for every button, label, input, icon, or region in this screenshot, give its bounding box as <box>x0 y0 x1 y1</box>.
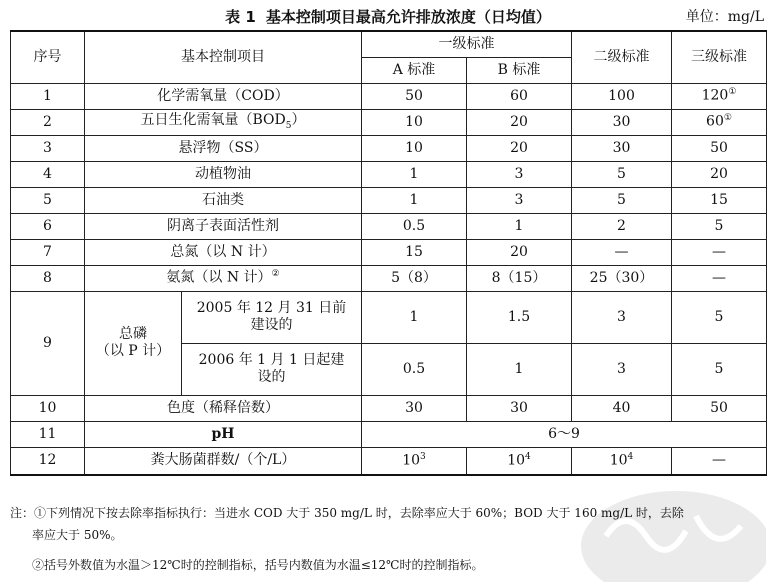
row-item <box>85 109 362 135</box>
emission-standards-table <box>10 30 767 476</box>
row-seq: 10 <box>11 395 85 421</box>
note-1: 注：①下列情况下按去除率指标执行：当进水 COD 大于 350 mg/L 时，去除率应大于 60%；BOD 大于 160 mg/L 时，去除 <box>10 506 684 520</box>
row-ph-range: 6～9 <box>362 421 767 447</box>
row-seq: 4 <box>11 161 85 187</box>
row-item: pH <box>85 421 362 447</box>
row-seq: 7 <box>11 239 85 265</box>
row-g3: 50 <box>672 135 767 161</box>
row-a: 15 <box>362 239 467 265</box>
footnote-marker: ② <box>271 269 280 280</box>
row-g2: 3 <box>572 343 672 395</box>
row-seq: 3 <box>11 135 85 161</box>
row-seq: 5 <box>11 187 85 213</box>
table-row <box>11 421 767 447</box>
row-b: 1.5 <box>467 291 572 343</box>
row-a: 1 <box>362 187 467 213</box>
row-g3: 50 <box>672 395 767 421</box>
row-g2: 2 <box>572 213 672 239</box>
table-title-text: 基本控制项目最高允许排放浓度（日均值） <box>265 8 551 26</box>
header-grade1: 一级标准 <box>362 31 572 57</box>
sub-line-2: 建设的 <box>250 317 293 333</box>
row-item-text: 氨氮（以 N 计） <box>166 269 272 286</box>
row-seq: 11 <box>11 421 85 447</box>
row-item-tail: ） <box>291 112 306 129</box>
table-row <box>11 109 767 135</box>
row-item: 悬浮物（SS） <box>85 135 362 161</box>
row-g3: — <box>672 265 767 291</box>
row-a <box>362 447 467 475</box>
row-g2: 3 <box>572 291 672 343</box>
row-g3: — <box>672 239 767 265</box>
table-row <box>11 447 767 475</box>
row-b: 20 <box>467 109 572 135</box>
row-item: 动植物油 <box>85 161 362 187</box>
table-row <box>11 239 767 265</box>
row-g2: 5 <box>572 187 672 213</box>
row-g2: — <box>572 239 672 265</box>
row-g2: 5 <box>572 161 672 187</box>
row-b: 30 <box>467 395 572 421</box>
row-item: 阴离子表面活性剂 <box>85 213 362 239</box>
row-item: 石油类 <box>85 187 362 213</box>
sub-line-1: 2005 年 12 月 31 日前 <box>196 300 347 317</box>
row-g2: 25（30） <box>572 265 672 291</box>
table-row-phosphorus-1 <box>11 291 767 343</box>
row-g3: 5 <box>672 291 767 343</box>
row-g3: 5 <box>672 343 767 395</box>
row-a-base: 10 <box>402 452 421 469</box>
row-item: 粪大肠菌群数/（个/L） <box>85 447 362 475</box>
sub-line-1: 2006 年 1 月 1 日起建 <box>198 352 345 369</box>
row-g3: — <box>672 447 767 475</box>
group-line-2: （以 P 计） <box>95 343 171 359</box>
header-grade1-a: A 标准 <box>362 57 467 83</box>
table-row <box>11 135 767 161</box>
row-item-subscript: 5 <box>285 121 292 131</box>
header-grade1-b: B 标准 <box>467 57 572 83</box>
row-b <box>467 447 572 475</box>
row-a: 10 <box>362 109 467 135</box>
row-b: 1 <box>467 343 572 395</box>
footnote-marker: ① <box>723 113 732 124</box>
row-g3: 15 <box>672 187 767 213</box>
row-g3-value: 120 <box>701 87 729 104</box>
row-a: 0.5 <box>362 343 467 395</box>
table-row <box>11 265 767 291</box>
table-row <box>11 83 767 109</box>
table-title <box>0 6 776 27</box>
row-a: 50 <box>362 83 467 109</box>
table-row <box>11 213 767 239</box>
row-g2: 100 <box>572 83 672 109</box>
row-a: 1 <box>362 291 467 343</box>
row-g3: 20 <box>672 161 767 187</box>
row-seq: 9 <box>11 291 85 395</box>
row-b-exponent: 4 <box>525 452 531 463</box>
row-g3 <box>672 83 767 109</box>
phosphorus-sub-1 <box>182 291 362 343</box>
row-b: 20 <box>467 135 572 161</box>
footnote-marker: ① <box>728 87 737 98</box>
phosphorus-sub-2 <box>182 343 362 395</box>
table-notes <box>10 502 770 576</box>
row-g3: 5 <box>672 213 767 239</box>
header-row <box>11 31 767 57</box>
row-b: 3 <box>467 161 572 187</box>
header-item: 基本控制项目 <box>85 31 362 83</box>
table-row <box>11 395 767 421</box>
group-line-1: 总磷 <box>119 326 147 343</box>
table-number: 表 1 <box>225 8 256 26</box>
row-g2: 30 <box>572 109 672 135</box>
row-seq: 8 <box>11 265 85 291</box>
row-seq: 2 <box>11 109 85 135</box>
row-item: 总氮（以 N 计） <box>85 239 362 265</box>
row-b: 60 <box>467 83 572 109</box>
row-g2: 40 <box>572 395 672 421</box>
unit-label: 单位：mg/L <box>685 9 764 25</box>
row-g2-base: 10 <box>609 452 628 469</box>
row-b: 8（15） <box>467 265 572 291</box>
row-b: 3 <box>467 187 572 213</box>
row-item <box>85 265 362 291</box>
row-b-base: 10 <box>507 452 526 469</box>
row-a: 30 <box>362 395 467 421</box>
table-row <box>11 187 767 213</box>
row-a: 10 <box>362 135 467 161</box>
row-g3 <box>672 109 767 135</box>
table-row <box>11 161 767 187</box>
sub-line-2: 设的 <box>257 369 286 385</box>
row-seq: 1 <box>11 83 85 109</box>
header-seq: 序号 <box>11 31 85 83</box>
row-g2: 30 <box>572 135 672 161</box>
row-seq: 6 <box>11 213 85 239</box>
row-seq: 12 <box>11 447 85 475</box>
row-g2-exponent: 4 <box>627 452 634 463</box>
note-2: ②括号外数值为水温＞12℃时的控制指标，括号内数值为水温≤12℃时的控制指标。 <box>32 558 484 572</box>
row-a: 5（8） <box>362 265 467 291</box>
row-b: 20 <box>467 239 572 265</box>
row-a-exponent: 3 <box>420 452 426 463</box>
header-grade3: 三级标准 <box>672 31 767 83</box>
row-b: 1 <box>467 213 572 239</box>
row-a: 1 <box>362 161 467 187</box>
row-g2 <box>572 447 672 475</box>
row-item: 色度（稀释倍数） <box>85 395 362 421</box>
row-item: 化学需氧量（COD） <box>85 83 362 109</box>
row-a: 0.5 <box>362 213 467 239</box>
row-item-text: 五日生化需氧量（BOD <box>140 112 286 129</box>
row-g3-value: 60 <box>706 113 724 130</box>
header-grade2: 二级标准 <box>572 31 672 83</box>
phosphorus-group-label <box>85 291 182 395</box>
table-title-bar <box>0 0 776 30</box>
note-1-continued: 率应大于 50%。 <box>32 528 123 542</box>
